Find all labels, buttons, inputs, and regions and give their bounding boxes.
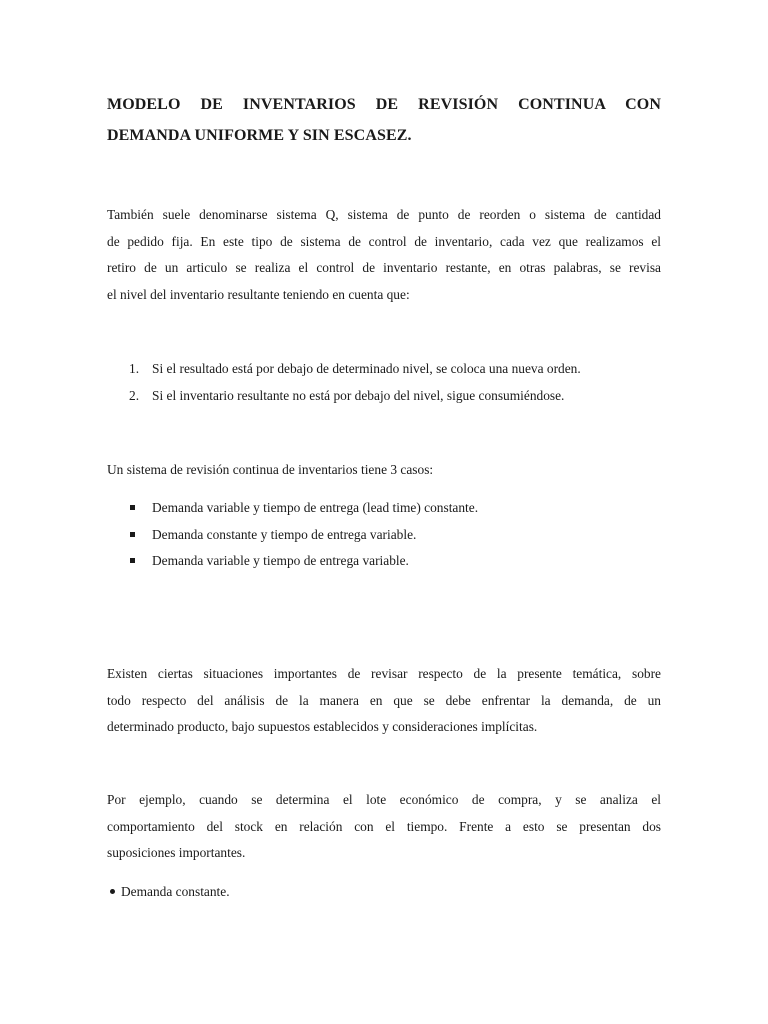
list-item [107,548,667,575]
list-item-text: Si el inventario resultante no está por debajo del nivel, sigue consumiéndose. [152,387,565,403]
paragraph-line: el nivel del inventario resultante teniendo en cuenta que: [107,287,410,303]
paragraph-line: También suele denominarse sistema Q, sistema de punto de reorden o sistema de cantidad [107,207,661,222]
intro-paragraph [107,202,661,309]
paragraph-line: de pedido fija. En este tipo de sistema de control de inventario, cada vez que realizamos el [107,233,661,249]
list-number: 1. [129,361,140,376]
paragraph-line: Por ejemplo, cuando se determina el lote económico de compra, y se analiza el [107,792,661,807]
paragraph-line: comportamiento del stock en relación con el tiempo. Frente a esto se presentan dos [107,818,661,834]
list-item [107,495,667,522]
list-item [107,356,667,383]
list-item [107,522,667,549]
paragraph-line: todo respecto del análisis de la manera en que se debe enfrentar la demanda, de un [107,692,661,708]
example-paragraph [107,787,661,867]
document-title [107,89,661,151]
paragraph-line: determinado producto, bajo supuestos establecidos y consideraciones implícitas. [107,719,538,735]
assumption-item [107,879,230,905]
title-line: DEMANDA UNIFORME Y SIN ESCASEZ. [107,127,412,144]
paragraph-line: Existen ciertas situaciones importantes de revisar respecto de la presente temática, sobre [107,666,661,681]
list-item-text: Demanda constante y tiempo de entrega variable. [152,526,417,542]
situations-paragraph [107,661,661,741]
square-bullet-icon [130,558,135,563]
title-line: MODELO DE INVENTARIOS DE REVISIÓN CONTINUA CON [107,96,661,113]
cases-intro: Un sistema de revisión continua de inventarios tiene 3 casos: [107,462,434,477]
cases-list [107,495,667,575]
paragraph-line: retiro de un articulo se realiza el control de inventario restante, en otras palabras, se revisa [107,260,661,276]
list-item-text: Demanda variable y tiempo de entrega (lead time) constante. [152,500,479,515]
list-item-text: Demanda variable y tiempo de entrega variable. [152,553,409,568]
numbered-list [107,356,667,409]
list-item [107,383,667,410]
square-bullet-icon [130,532,135,537]
paragraph-line: suposiciones importantes. [107,845,246,861]
list-number: 2. [129,387,140,403]
round-bullet-icon [110,889,115,894]
square-bullet-icon [130,505,135,510]
assumption-text: Demanda constante. [121,884,230,899]
list-item-text: Si el resultado está por debajo de determinado nivel, se coloca una nueva orden. [152,361,581,376]
